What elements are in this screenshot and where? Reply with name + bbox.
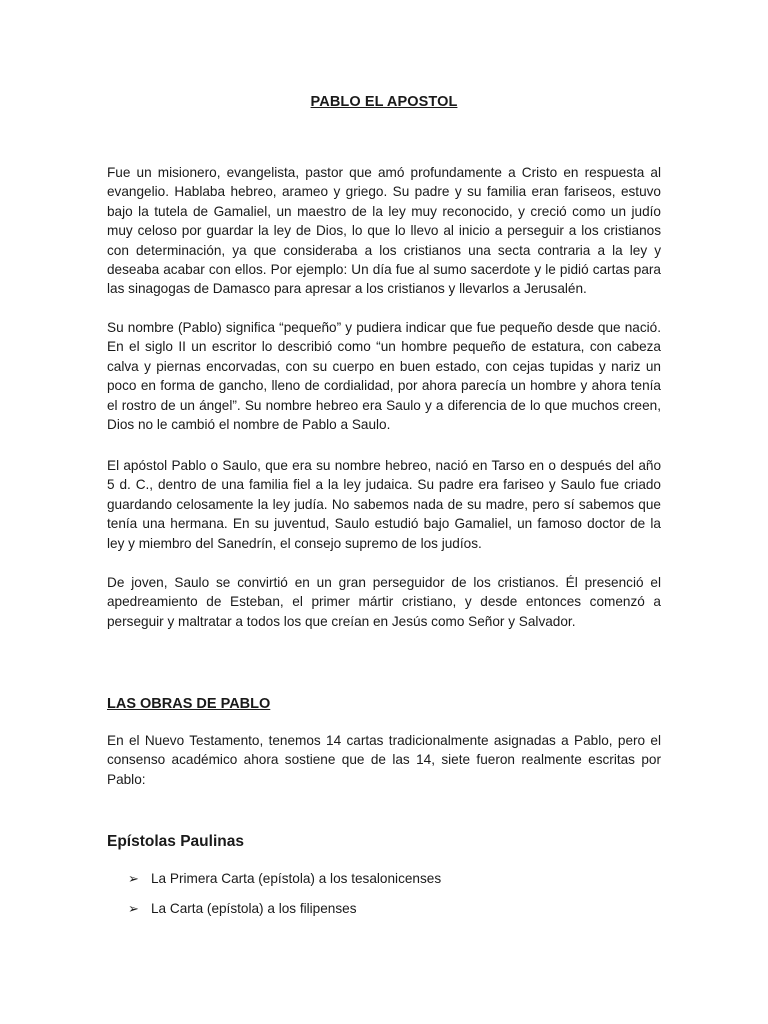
paragraph-persecutor: De joven, Saulo se convirtió en un gran perseguidor de los cristianos. Él presenció el apedreamiento de Esteban, el primer mártir cristiano, y desde entonces comenzó a perseguir y maltratar a todos los que creían en Jesús como Señor y Salvador. xyxy=(107,575,661,629)
list-item xyxy=(128,869,441,899)
paragraph-origin: El apóstol Pablo o Saulo, que era su nombre hebreo, nació en Tarso en o después del año 5 d. C., dentro de una familia fiel a la ley judaica. Su padre era fariseo y Saulo fue criado guardando celosamente la ley judía. No sabemos nada de su madre, pero sí sabemos que tenía una hermana. En su juventud, Saulo estudió bajo Gamaliel, un famoso doctor de la ley y miembro del Sanedrín, el consejo supremo de los judíos. xyxy=(107,458,661,551)
paragraph-intro: Fue un misionero, evangelista, pastor que amó profundamente a Cristo en respuesta al evangelio. Hablaba hebreo, arameo y griego. Su padre y su familia eran fariseos, estuvo bajo la tutela de Gamaliel, un maestro de la ley muy reconocido, y creció como un judío muy celoso por guardar la ley de Dios, lo que lo llevo al inicio a perseguir a los cristianos con determinación, ya que consideraba a los cristianos una secta contraria a la ley y deseaba acabar con ellos. Por ejemplo: Un día fue al sumo sacerdote y le pidió cartas para las sinagogas de Damasco para apresar a los cristianos y llevarlos a Jerusalén. xyxy=(107,165,661,297)
subsection-heading-epistolas: Epístolas Paulinas xyxy=(107,833,244,850)
arrow-bullet-icon: ➢ xyxy=(128,901,139,916)
list-item-label: La Primera Carta (epístola) a los tesalonicenses xyxy=(151,871,442,886)
section-heading-obras: LAS OBRAS DE PABLO xyxy=(107,696,271,712)
document-title: PABLO EL APOSTOL xyxy=(310,94,458,110)
epistles-list xyxy=(128,869,441,929)
paragraph-name-meaning: Su nombre (Pablo) significa “pequeño” y pudiera indicar que fue pequeño desde que nació. En el siglo II un escritor lo describió como “un hombre pequeño de estatura, con cabeza calva y piernas encorvadas, con su cuerpo en buen estado, con cejas tupidas y nariz un poco en forma de gancho, lleno de cordialidad, por ahora parecía un hombre y ahora tenía el rostro de un ángel”. Su nombre hebreo era Saulo y a diferencia de lo que muchos creen, Dios no le cambió el nombre de Pablo a Saulo. xyxy=(107,320,661,433)
arrow-bullet-icon: ➢ xyxy=(128,871,139,886)
list-item-label: La Carta (epístola) a los filipenses xyxy=(151,901,357,916)
list-item xyxy=(128,899,441,929)
paragraph-obras: En el Nuevo Testamento, tenemos 14 cartas tradicionalmente asignadas a Pablo, pero el consenso académico ahora sostiene que de las 14, siete fueron realmente escritas por Pablo: xyxy=(107,733,661,787)
